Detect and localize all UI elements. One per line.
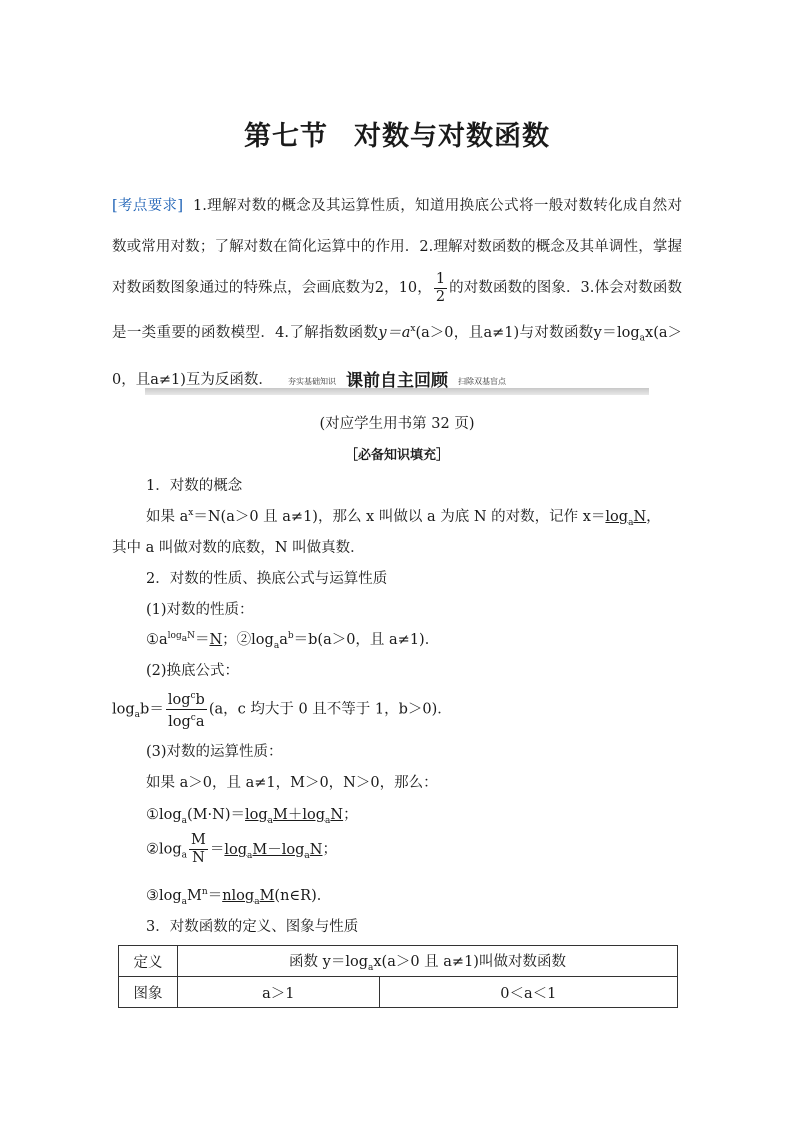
rule3-sup: n (201, 887, 208, 898)
table-def-rest: x(a＞0 且 a≠1)叫做对数函数 (373, 953, 566, 970)
prop-sep: ；②log (222, 632, 274, 648)
rule-3 (146, 884, 331, 907)
rule2-den: N (192, 850, 205, 866)
def-text-b: ＝N(a＞0 且 a≠1)，那么 x 叫做以 a 为底 N 的对数，记作 x＝ (193, 509, 606, 525)
cob-den-a: a (195, 713, 205, 730)
fraction-numerator: 1 (435, 270, 446, 287)
table-row (119, 946, 678, 977)
rule3-log: ③log (146, 888, 182, 904)
title-part1: 第七节 (244, 121, 328, 152)
rule3-eq: ＝ (207, 888, 223, 904)
prop-sup-log: log (167, 631, 182, 642)
property-subheading: (1)对数的性质： (146, 602, 254, 618)
title-part2: 对数与对数函数 (354, 121, 550, 152)
fraction-half (434, 271, 447, 306)
prop-b-sup: b (287, 631, 294, 642)
definition-line-1 (146, 505, 661, 528)
requirements-sup: x (410, 324, 416, 334)
prop-sup-sub: a (181, 633, 188, 644)
cob-den-log: log (168, 713, 191, 730)
rule1-ans-sub2: a (325, 815, 331, 826)
rule1-sub: a (181, 815, 188, 826)
def-end: ， (646, 509, 661, 525)
table-row (119, 977, 678, 1008)
rule2-sub: a (181, 850, 188, 861)
banner-title: 课前自主回顾 (346, 371, 448, 391)
cob-num-b: b (195, 691, 205, 708)
table-case-a-gt-1: a＞1 (178, 977, 380, 1008)
prop-b-base: a (279, 632, 288, 648)
operation-condition: 如果 a＞0，且 a≠1，M＞0，N＞0，那么： (146, 775, 438, 791)
rule1-ans-n: N (330, 807, 344, 823)
prop-answer-2: b (308, 632, 318, 648)
change-of-base-formula (112, 688, 452, 731)
prop-eq-2: ＝ (293, 632, 309, 648)
rule2-ans-sub: a (247, 850, 253, 861)
cob-den-sub: c (190, 712, 196, 723)
rule3-end: (n∈R)． (274, 888, 332, 904)
rule-2 (146, 832, 337, 867)
rule2-eq: ＝ (209, 841, 225, 858)
cob-num-log: log (167, 691, 191, 708)
def-sup: x (188, 508, 194, 519)
def-answer-sub: a (628, 517, 634, 528)
rule3-ans-rest: M (259, 888, 275, 904)
table-def-sub: a (367, 962, 374, 973)
table-header-definition: 定义 (119, 946, 178, 977)
cob-sub: a (134, 710, 141, 721)
rule2-ans-n: N (309, 841, 323, 858)
def-answer-n: N (633, 509, 647, 525)
def-answer-log: log (605, 509, 629, 525)
banner-left-text: 夯实基础知识 (288, 376, 336, 386)
rule1-ans-rest: M＋log (273, 807, 326, 823)
requirements-text-3: y＝a (378, 324, 411, 341)
prop-b-sub: a (273, 640, 280, 651)
section-banner (145, 366, 649, 396)
table-def-text: 函数 y＝log (289, 953, 368, 970)
operation-subheading: (3)对数的运算性质： (146, 744, 283, 760)
requirements-text-4: (a＞0，且a≠1)与对数函数y＝log (415, 324, 640, 341)
prop-sup-n: N (187, 631, 195, 642)
rule-1 (146, 803, 358, 826)
prop-eq-1: ＝ (194, 632, 210, 648)
prop-end: (a＞0，且 a≠1)． (317, 632, 440, 648)
rule2-ans-rest: M－log (252, 841, 305, 858)
rule2-num: M (191, 832, 206, 848)
rule2-end: ； (322, 841, 337, 858)
table-header-graph: 图象 (119, 977, 178, 1008)
rule1-end: ； (343, 807, 358, 823)
cob-end: (a，c 均大于 0 且不等于 1，b＞0)． (208, 701, 452, 718)
rule1-ans-log: log (245, 807, 268, 823)
rule2-ans-log: log (224, 841, 248, 858)
cob-b: b＝ (140, 701, 164, 718)
rule3-ans-log: nlog (222, 888, 255, 904)
requirements-text-5: x(a＞0，且a≠1)互为反函数． (112, 324, 683, 388)
def-answer (605, 509, 647, 528)
banner-right-text: 扫除双基盲点 (458, 376, 506, 386)
prop-a: ①a (146, 632, 168, 648)
heading-2: 2．对数的性质、换底公式与运算性质 (146, 571, 388, 587)
rule1-ans-sub: a (267, 815, 274, 826)
cob-log: log (112, 701, 135, 718)
rule2-fraction (189, 832, 208, 867)
page-title (0, 114, 794, 153)
property-line (146, 628, 439, 651)
cob-fraction (166, 688, 207, 731)
section-heading: ［必备知识填充］ (344, 448, 449, 463)
rule1-arg: (M·N)＝ (187, 807, 245, 823)
heading-3: 3．对数函数的定义、图象与性质 (146, 919, 359, 935)
fraction-denominator: 2 (435, 288, 446, 305)
table-case-a-lt-1: 0＜a＜1 (379, 977, 677, 1008)
requirements-sub: a (639, 333, 646, 344)
table-definition-cell (178, 946, 678, 977)
change-of-base-subheading: (2)换底公式： (146, 663, 240, 679)
def-text-a: 如果 a (146, 509, 189, 525)
rule2-ans-sub2: a (304, 850, 310, 861)
requirements-label: [考点要求] (112, 198, 184, 214)
book-reference: (对应学生用书第 32 页) (319, 416, 475, 432)
cob-num-sub: c (190, 691, 196, 701)
rule3-ans-sub: a (254, 896, 260, 907)
requirements-text-2: 的对数函数的图象．3.体会对数函数是一类重要的函数模型．4.了解指数函数 (112, 280, 682, 341)
heading-1: 1．对数的概念 (146, 478, 243, 494)
definition-line-2: 其中 a 叫做对数的底数，N 叫做真数． (112, 540, 365, 556)
rule1-log: ①log (146, 807, 182, 823)
log-function-table (118, 945, 678, 1008)
rule3-sub: a (181, 896, 188, 907)
rule2-log: ②log (146, 841, 182, 858)
requirements-text-1: 1.理解对数的概念及其运算性质，知道用换底公式将一般对数转化成自然对数或常用对数；了解对数在简化运算中的作用．2.理解对数函数的概念及其单调性，掌握对数函数图象通过的特殊点，会画底数为2，10， (112, 198, 682, 296)
rule3-m: M (187, 888, 202, 904)
prop-answer-1: N (209, 632, 223, 648)
